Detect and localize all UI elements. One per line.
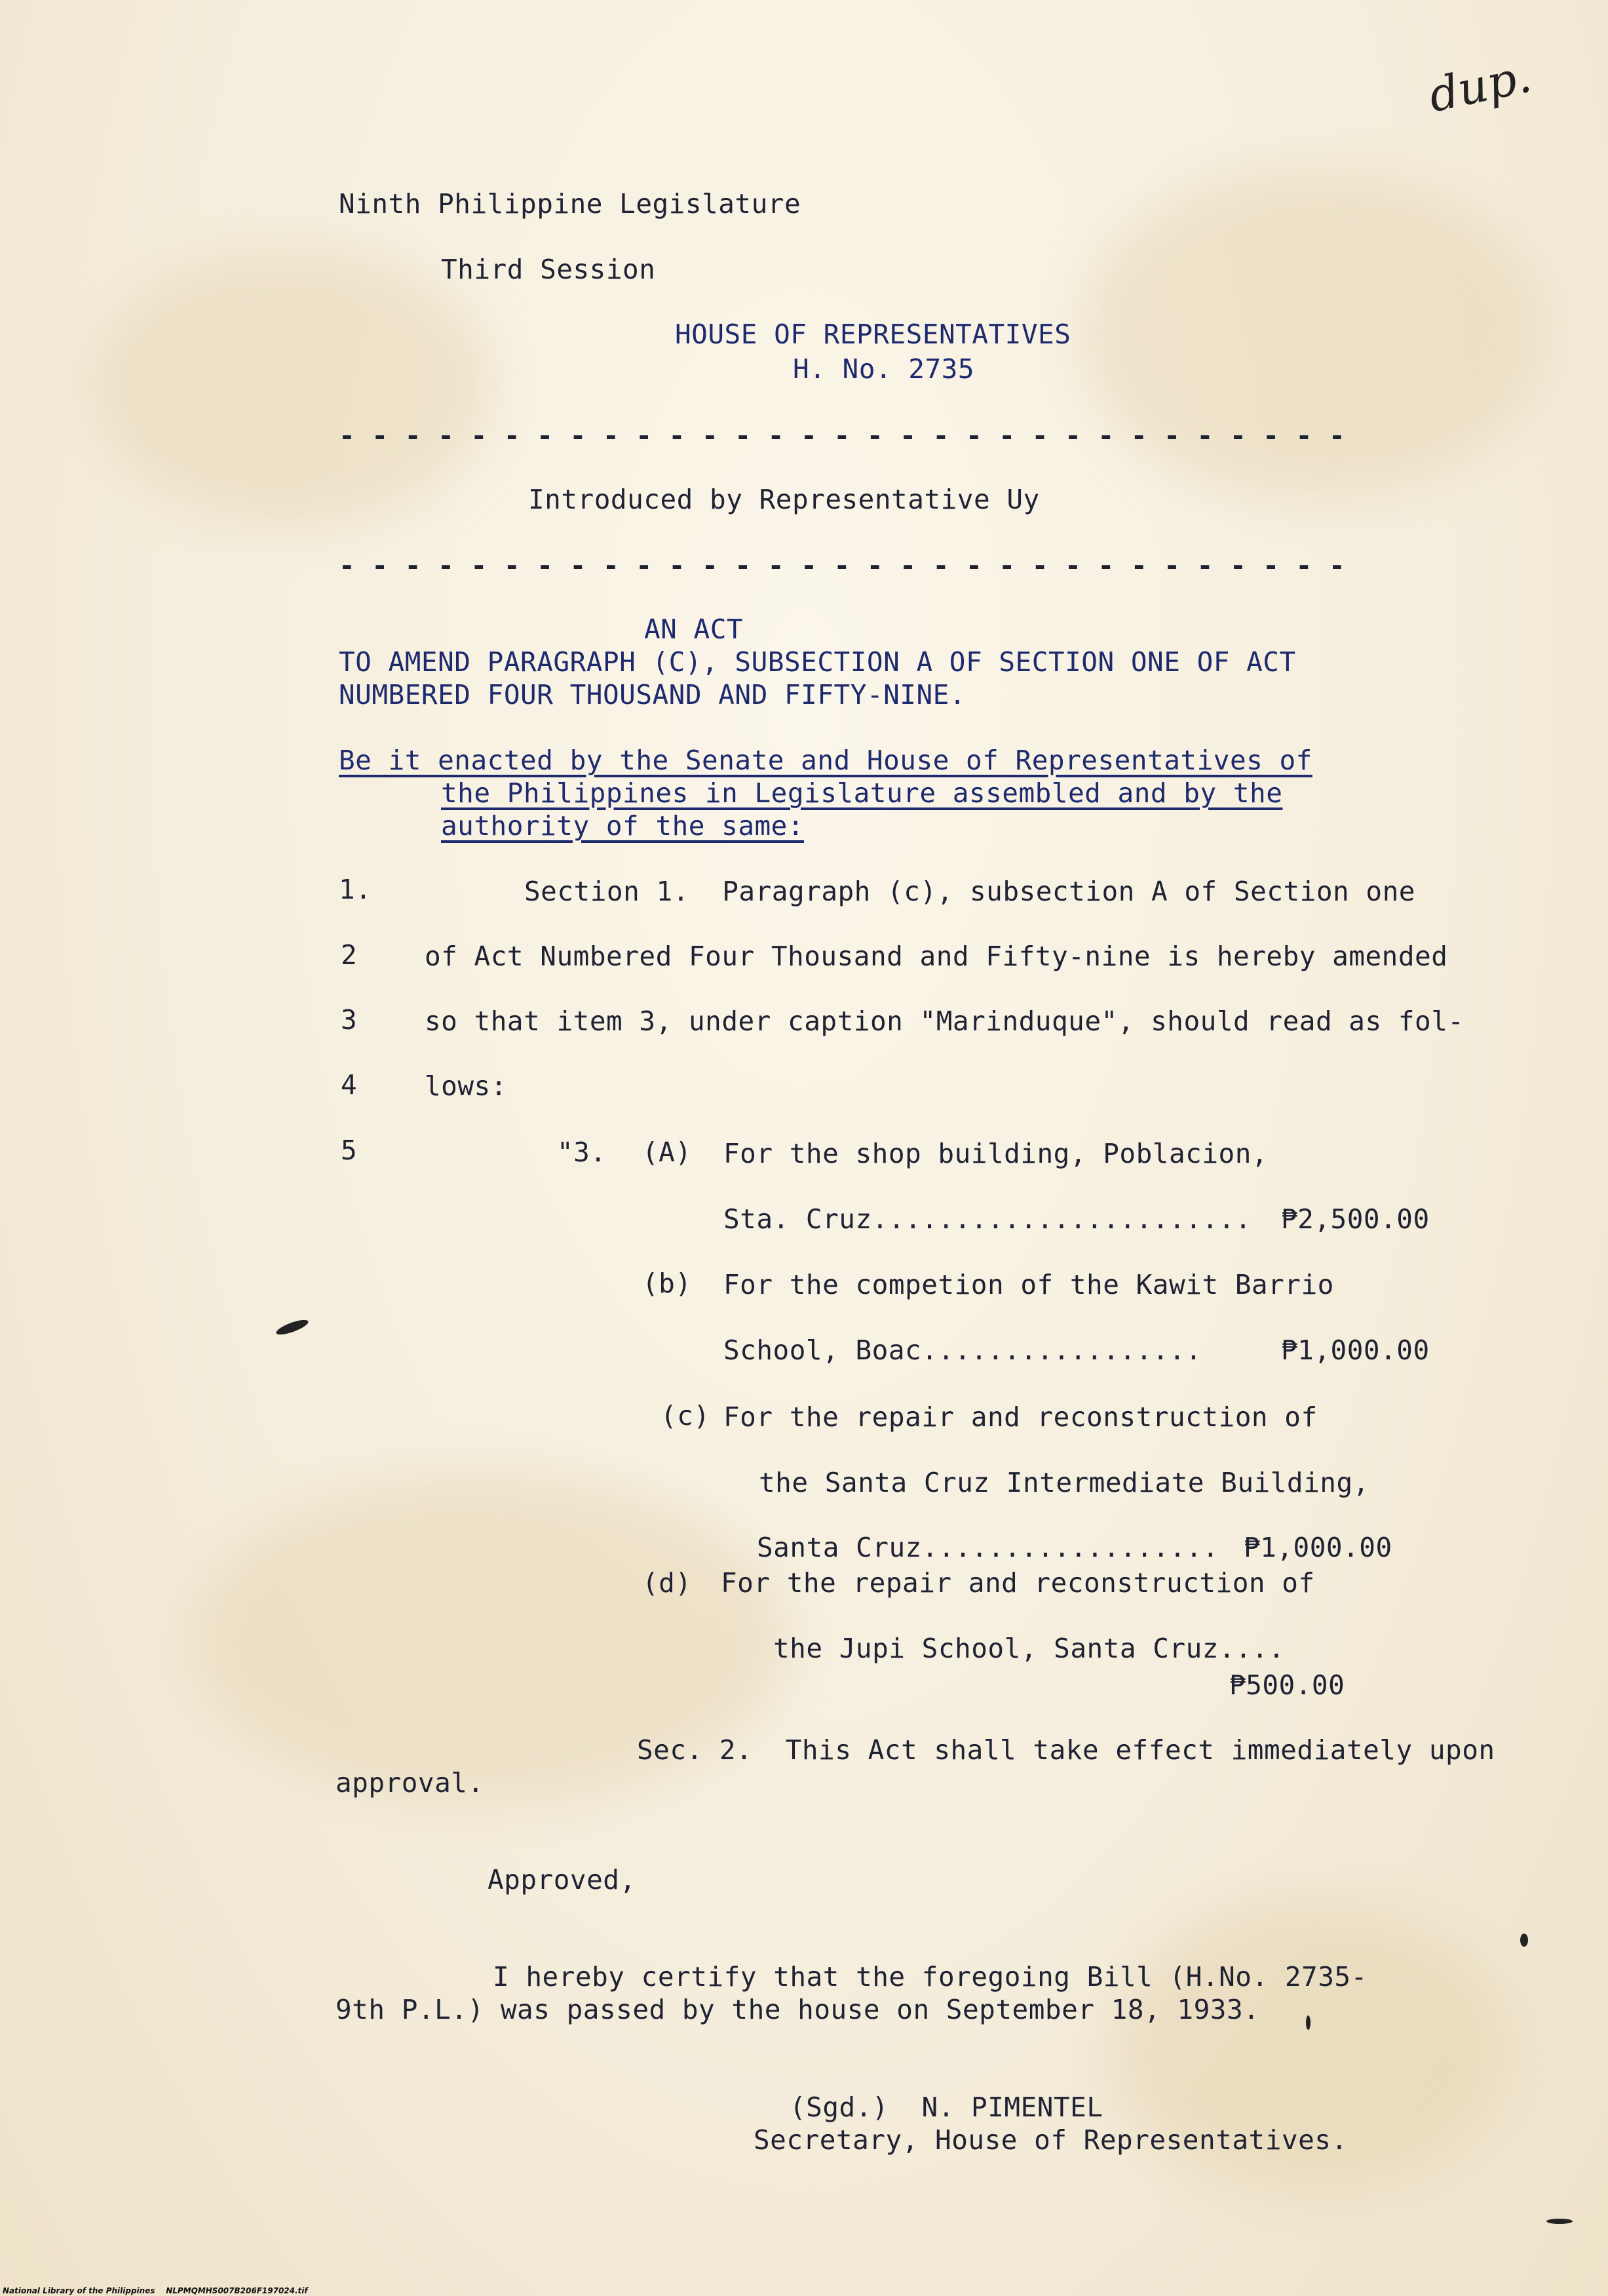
item-a-amount: ₱2,500.00 [1281, 1203, 1430, 1235]
act-heading: AN ACT [644, 613, 744, 645]
section-1-line: of Act Numbered Four Thousand and Fifty-nine is hereby amended [425, 941, 1448, 972]
line-number: 2 [341, 939, 358, 971]
item-d-label: (d) [642, 1567, 692, 1599]
item-b-location: School, Boac................. [723, 1334, 1202, 1366]
legislature-name: Ninth Philippine Legislature [339, 188, 801, 220]
item-b-label: (b) [642, 1268, 692, 1299]
act-title-line: NUMBERED FOUR THOUSAND AND FIFTY-NINE. [339, 679, 966, 710]
separator-top: - - - - - - - - - - - - - - - - - - - - - - - - - - - - - - - [339, 420, 1346, 452]
certification-line: I hereby certify that the foregoing Bill (H.No. 2735- [493, 1961, 1368, 1993]
line-number: 3 [341, 1004, 358, 1036]
handwritten-note: dup. [1424, 49, 1536, 123]
item-d-amount: ₱500.00 [1229, 1669, 1345, 1701]
item-a-text: For the shop building, Poblacion, [723, 1138, 1269, 1169]
item-c-location: Santa Cruz.................. [757, 1532, 1219, 1563]
item-c-amount: ₱1,000.00 [1244, 1532, 1392, 1563]
line-number: 1. [339, 874, 372, 905]
section-1-line: lows: [425, 1070, 507, 1102]
certification-line: 9th P.L.) was passed by the house on September 18, 1933. [335, 1994, 1260, 2025]
item-d-text: For the repair and reconstruction of [721, 1567, 1315, 1599]
ink-speck [1306, 2015, 1311, 2030]
section-1-line: so that item 3, under caption "Marinduque", should read as fol- [425, 1005, 1464, 1037]
ink-speck [1546, 2219, 1573, 2224]
item-a-location: Sta. Cruz....................... [723, 1203, 1252, 1235]
enacting-clause-line: Be it enacted by the Senate and House of Representatives of [339, 745, 1312, 776]
item-c-label: (c) [660, 1400, 710, 1431]
item-c-text: For the repair and reconstruction of [723, 1401, 1318, 1433]
ink-speck [1520, 1934, 1528, 1947]
bill-number: H. No. 2735 [793, 353, 975, 385]
item-number: "3. [557, 1137, 607, 1168]
section-1-line: Section 1. Paragraph (c), subsection A of Section one [524, 876, 1415, 907]
signatory-title: Secretary, House of Representatives. [754, 2124, 1348, 2156]
chamber-name: HOUSE OF REPRESENTATIVES [675, 319, 1071, 350]
item-a-label: (A) [642, 1137, 692, 1168]
item-d-location: the Jupi School, Santa Cruz.... [773, 1633, 1285, 1664]
approved-label: Approved, [488, 1864, 636, 1896]
item-b-text: For the competion of the Kawit Barrio [723, 1269, 1334, 1300]
enacting-clause-line: authority of the same: [441, 810, 805, 842]
item-b-amount: ₱1,000.00 [1281, 1334, 1430, 1366]
section-2-line: approval. [335, 1767, 484, 1799]
line-number: 4 [341, 1069, 358, 1100]
signatory-name: (Sgd.) N. PIMENTEL [790, 2092, 1103, 2123]
act-title-line: TO AMEND PARAGRAPH (C), SUBSECTION A OF SECTION ONE OF ACT [339, 646, 1296, 678]
ink-speck [275, 1317, 310, 1338]
separator-bottom: - - - - - - - - - - - - - - - - - - - - - - - - - - - - - - - [339, 550, 1346, 581]
paper-stain [98, 249, 491, 524]
enacting-clause-line: the Philippines in Legislature assembled and by the [441, 777, 1283, 809]
introduced-by: Introduced by Representative Uy [528, 484, 1040, 515]
session-name: Third Session [441, 254, 656, 285]
section-2-line: Sec. 2. This Act shall take effect immediately upon [637, 1734, 1495, 1766]
archive-footer: National Library of the Philippines NLPMQMHS007B206F197024.tif [3, 2286, 308, 2295]
item-c-text: the Santa Cruz Intermediate Building, [759, 1467, 1369, 1498]
line-number: 5 [341, 1135, 358, 1166]
